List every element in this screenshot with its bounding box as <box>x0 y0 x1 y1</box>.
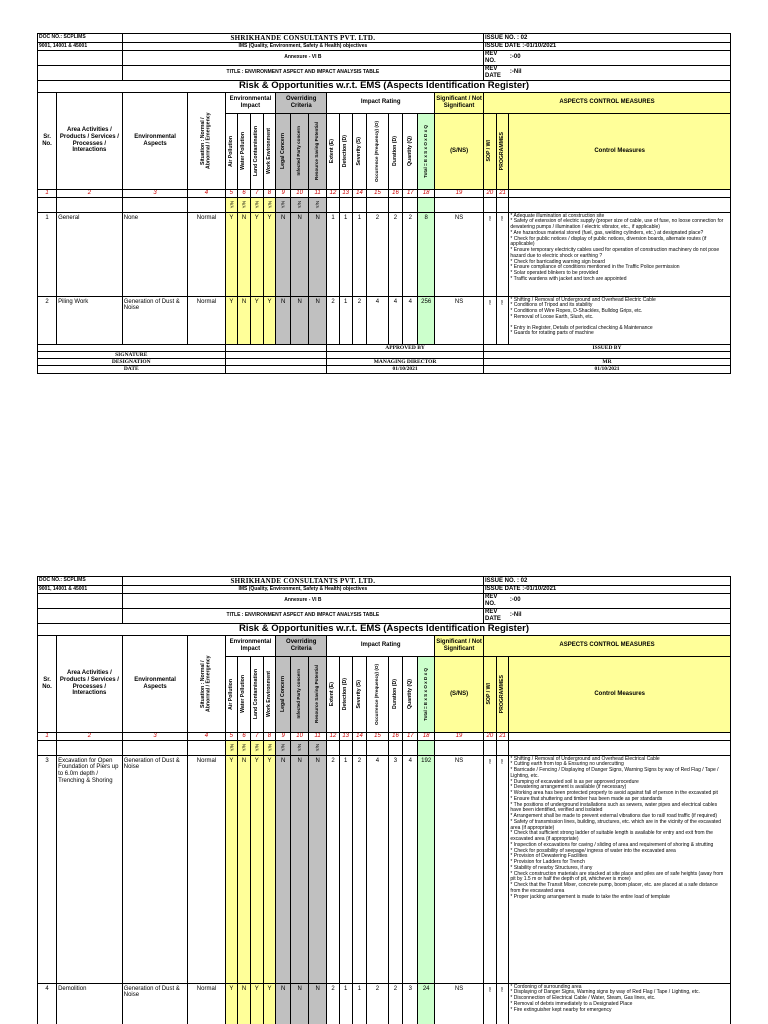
company-name: SHRIKHANDE CONSULTANTS PVT. LTD. <box>122 577 483 586</box>
col-water: Water Pollution <box>240 132 247 170</box>
col-quantity: Quantity (Q) <box>406 679 413 710</box>
col-area: Area Activities / Products / Services / Processes / Interactions <box>57 92 123 189</box>
standards: 9001, 14001 & 45001 <box>38 586 123 594</box>
yn-row: Y/N Y/N Y/N Y/N Y/N Y/N Y/N <box>38 740 731 755</box>
col-significant: Significant / Not Significant <box>435 635 484 656</box>
issue-date: ISSUE DATE :-01/10/2021 <box>483 43 730 51</box>
col-duration: Duration (D) <box>391 679 398 710</box>
control-measures: * Adequate illumination at construction site * Safety of extension of electric supply (proper size of cable, use of fuse, no loose connection for dewatering pumps / illumination / electric vibrator, etc., if applicable) * Are hazardous material stored (fuel, gas, welding cylinders, etc.) at designated place? * Check for public notices / display of public notices, diversion boards, alternate routes (if applicable) * Ensure temporary electricity cables used for operation of construction machinery do not pose hazard due to electric shock or earthing ? * Check for barricading warning sign board * Ensure compliance of conditions mentioned in the Traffic Police permission * Solar operated blinkers to be provided * Traffic wardens with jacket and torch are appointed <box>509 212 731 296</box>
rev-date-label: REV DATE <box>483 608 508 623</box>
col-sr-no: Sr. No. <box>38 635 57 732</box>
col-legal: Legal Concern <box>279 676 286 713</box>
col-total: Total = E x S x O x D x Q <box>422 124 428 178</box>
standards: 9001, 14001 & 45001 <box>38 43 123 51</box>
annexure: Annexure - VI B <box>122 51 483 66</box>
col-water: Water Pollution <box>240 675 247 713</box>
col-severity: Severity (S) <box>355 679 362 709</box>
col-legal: Legal Concern <box>279 133 286 170</box>
col-party: Infected Party concern <box>296 669 302 719</box>
col-extent: Extent (E) <box>329 681 336 707</box>
col-programmes: PROGRAMMES <box>498 674 505 714</box>
col-env-impact: Environmental Impact <box>225 635 276 656</box>
col-land: Land Contamination <box>253 668 260 720</box>
issued-by: ISSUED BY <box>483 344 730 351</box>
control-measures: * Shifting / Removal of Underground and Overhead Electric Cable * Conditions of Tripod and its stability * Conditions of Wire Ropes, D-Shackles, Bulldog Grips, etc. * Removal of Loose Earth, Slush, etc. * Entry in Register, Details of periodical checking & Maintenance * Guards for rotating parts of machine <box>509 296 731 344</box>
col-occurrence: Occurrence (Frequency) (O) <box>374 663 380 725</box>
rev-date-value: :-Nil <box>509 608 731 623</box>
col-land: Land Contamination <box>253 125 260 177</box>
column-number-row: 1 2 3 4 5 6 7 8 9 10 11 12 13 14 15 16 17 18 19 20 21 <box>38 189 731 197</box>
col-significant: Significant / Not Significant <box>435 92 484 113</box>
col-sns: (S/NS) <box>435 113 484 189</box>
signature-label: SIGNATURE <box>38 351 226 358</box>
col-programmes: PROGRAMMES <box>498 131 505 171</box>
col-extent: Extent (E) <box>329 138 336 164</box>
approved-by: APPROVED BY <box>327 344 484 351</box>
register-sheet-1 <box>37 33 731 374</box>
table-title: TITLE : ENVIRONMENT ASPECT AND IMPACT ANALYSIS TABLE <box>122 65 483 80</box>
rev-no-label: REV NO. <box>483 51 508 66</box>
aspects-register-table <box>37 576 731 1024</box>
objectives: IMS (Quality, Environment, Safety & Health) objectives <box>122 586 483 594</box>
rev-no-value: :-00 <box>509 51 731 66</box>
col-situation: Situation : Normal / Abnormal / Emergency <box>200 655 212 712</box>
col-situation: Situation : Normal / Abnormal / Emergency <box>200 112 212 169</box>
col-aspects-control: ASPECTS CONTROL MEASURES <box>483 635 730 656</box>
aspects-register-table <box>37 33 731 374</box>
table-row: 4 Demolition Generation of Dust & Noise Normal Y N Y Y N N N 2 1 1 2 2 3 24 NS no no * Cordoning of surrounding area * Displaying of Danger Signs, Warning signs by way of Red Flag / Tape / Lighting, etc. * Disconnection of Electrical Cable / Water, Steam, Gas lines, etc. * Removal of debris immediately to a Designated Place * Fire extinguisher kept nearby for emergency <box>38 983 731 1024</box>
rev-date-label: REV DATE <box>483 65 508 80</box>
col-severity: Severity (S) <box>355 136 362 166</box>
objectives: IMS (Quality, Environment, Safety & Health) objectives <box>122 43 483 51</box>
col-party: Infected Party concern <box>296 126 302 176</box>
col-resource: Resource Saving Potential <box>314 122 320 180</box>
col-impact-rating: Impact Rating <box>327 92 435 113</box>
col-sns: (S/NS) <box>435 656 484 732</box>
register-sheet-2 <box>37 576 731 1024</box>
designation-label: DESIGNATION <box>38 359 226 366</box>
issuer-designation: MR <box>483 359 730 366</box>
col-air: Air Pollution <box>227 678 234 710</box>
issue-no: ISSUE NO. : 02 <box>483 34 730 43</box>
column-number-row: 1 2 3 4 5 6 7 8 9 10 11 12 13 14 15 16 17 18 19 20 21 <box>38 732 731 740</box>
table-row: 3 Excavation for Open Foundation of Piers up to 6.0m depth / Trenching & Shoring Generation of Dust & Noise Normal Y N Y Y N N N 2 1 2 4 3 4 192 NS no no * Shifting / Removal of Underground and Overhead Electrical Cable * Cutting earth from top & Ensuring no undercutting * Barricade / Fencing / Displaying of Danger Signs, Warning Signs by way of Red Flag / Tape / Lighting, etc. * Dumping of excavated soil is as per approved procedure * Dewatering arrangement is available (if necessary) * Working area has been protected properly to avoid against fall of person in the excavated pit * Ensure that shuttering and timber has been made as per standards * The positions of underground installations such as sewers, water pipes and electrical cables have been identified, verified and isolated * Arrangement shall be made to prevent external vibrations due to rail/ road traffic (if required) * Safety of transmission lines, building, structures, etc. which are in the vicinity of the excavated area (if appropriate) * Check that sufficient strong ladder of suitable length is available for entry and exit from the excavated area (if appropriate) * Inspection of excavations for caving / sliding of area and requirement of shoring & strutting * Check for possibility of seepage/ ingress of water into the excavated area * Provision of Dewatering Facilities * Provision for Ladders for Trench * Stability of nearby Structures, if any * Check construction materials are stacked at site place and piles are of safe heights (away from pit by 1.5 m or half the depth of pit, whichever is more) * Check that the Transit Mixer, concrete pump, boom placer, etc. are placed at a safe distance from the excavated area * Proper jacking arrangement is made to take the entire load of template <box>38 755 731 983</box>
col-work: Work Environment <box>265 671 272 718</box>
register-title: Risk & Opportunities w.r.t. EMS (Aspects Identification Register) <box>38 80 731 92</box>
approver-designation: MANAGING DIRECTOR <box>327 359 484 366</box>
control-measures: * Shifting / Removal of Underground and Overhead Electrical Cable * Cutting earth from top & Ensuring no undercutting * Barricade / Fencing / Displaying of Danger Signs, Warning Signs by way of Red Flag / Tape / Lighting, etc. * Dumping of excavated soil is as per approved procedure * Dewatering arrangement is available (if necessary) * Working area has been protected properly to avoid against fall of person in the excavated pit * Ensure that shuttering and timber has been made as per standards * The positions of underground installations such as sewers, water pipes and electrical cables have been identified, verified and isolated * Arrangement shall be made to prevent external vibrations due to rail/ road traffic (if required) * Safety of transmission lines, building, structures, etc. which are in the vicinity of the excavated area (if appropriate) * Check that sufficient strong ladder of suitable length is available for entry and exit from the excavated area (if appropriate) * Inspection of excavations for caving / sliding of area and requirement of shoring & strutting * Check for possibility of seepage/ ingress of water into the excavated area * Provision of Dewatering Facilities * Provision for Ladders for Trench * Stability of nearby Structures, if any * Check construction materials are stacked at site place and piles are of safe heights (away from pit by 1.5 m or half the depth of pit, whichever is more) * Check that the Transit Mixer, concrete pump, boom placer, etc. are placed at a safe distance from the excavated area * Proper jacking arrangement is made to take the entire load of template <box>509 755 731 983</box>
col-quantity: Quantity (Q) <box>406 136 413 167</box>
col-aspects: Environmental Aspects <box>122 635 188 732</box>
register-title: Risk & Opportunities w.r.t. EMS (Aspects Identification Register) <box>38 623 731 635</box>
col-aspects: Environmental Aspects <box>122 92 188 189</box>
date-label: DATE <box>38 366 226 373</box>
control-measures: * Cordoning of surrounding area * Displaying of Danger Signs, Warning signs by way of Red Flag / Tape / Lighting, etc. * Disconnection of Electrical Cable / Water, Steam, Gas lines, etc. * Removal of debris immediately to a Designated Place * Fire extinguisher kept nearby for emergency <box>509 983 731 1024</box>
col-area: Area Activities / Products / Services / Processes / Interactions <box>57 635 123 732</box>
col-control: Control Measures <box>509 656 731 732</box>
col-total: Total = E x S x O x D x Q <box>422 667 428 721</box>
col-air: Air Pollution <box>227 135 234 167</box>
table-row: 1 General None Normal Y N Y Y N N N 1 1 1 2 2 2 8 NS no no * Adequate illumination at construction site * Safety of extension of electric supply (proper size of cable, use of fuse, no loose connection for dewatering pumps / illumination / electric vibrator, etc., if applicable) * Are hazardous material stored (fuel, gas, welding cylinders, etc.) at designated place? * Check for public notices / display of public notices, diversion boards, alternate routes (if applicable) * Ensure temporary electricity cables used for operation of construction machinery do not pose hazard due to electric shock or earthing ? * Check for barricading warning sign board * Ensure compliance of conditions mentioned in the Traffic Police permission * Solar operated blinkers to be provided * Traffic wardens with jacket and torch are appointed <box>38 212 731 296</box>
col-overriding: Overriding Criteria <box>276 92 327 113</box>
col-work: Work Environment <box>265 128 272 175</box>
table-title: TITLE : ENVIRONMENT ASPECT AND IMPACT ANALYSIS TABLE <box>122 608 483 623</box>
doc-no: DOC NO.: SCPLIMS <box>38 34 123 43</box>
col-detection: Detection (D) <box>341 677 348 711</box>
col-aspects-control: ASPECTS CONTROL MEASURES <box>483 92 730 113</box>
rev-no-value: :-00 <box>509 594 731 609</box>
col-overriding: Overriding Criteria <box>276 635 327 656</box>
table-row: 2 Piling Work Generation of Dust & Noise Normal Y N Y Y N N N 2 1 2 4 4 4 256 NS no no * Shifting / Removal of Underground and Overhead Electric Cable * Conditions of Tripod and its stability * Conditions of Wire Ropes, D-Shackles, Bulldog Grips, etc. * Removal of Loose Earth, Slush, etc. * Entry in Register, Details of periodical checking & Maintenance * Guards for rotating parts of machine <box>38 296 731 344</box>
rev-date-value: :-Nil <box>509 65 731 80</box>
company-name: SHRIKHANDE CONSULTANTS PVT. LTD. <box>122 34 483 43</box>
approver-date: 01/10/2021 <box>327 366 484 373</box>
rev-no-label: REV NO. <box>483 594 508 609</box>
doc-no: DOC NO.: SCPLIMS <box>38 577 123 586</box>
col-resource: Resource Saving Potential <box>314 665 320 723</box>
issue-no: ISSUE NO. : 02 <box>483 577 730 586</box>
col-env-impact: Environmental Impact <box>225 92 276 113</box>
col-sr-no: Sr. No. <box>38 92 57 189</box>
col-control: Control Measures <box>509 113 731 189</box>
issuer-date: 01/10/2021 <box>483 366 730 373</box>
col-impact-rating: Impact Rating <box>327 635 435 656</box>
col-duration: Duration (D) <box>391 136 398 167</box>
col-sop: SOP / WI <box>486 683 493 705</box>
col-occurrence: Occurrence (Frequency) (O) <box>374 120 380 182</box>
issue-date: ISSUE DATE :-01/10/2021 <box>483 586 730 594</box>
annexure: Annexure - VI B <box>122 594 483 609</box>
col-sop: SOP / WI <box>486 140 493 162</box>
col-detection: Detection (D) <box>341 134 348 168</box>
yn-row: Y/N Y/N Y/N Y/N Y/N Y/N Y/N <box>38 197 731 212</box>
